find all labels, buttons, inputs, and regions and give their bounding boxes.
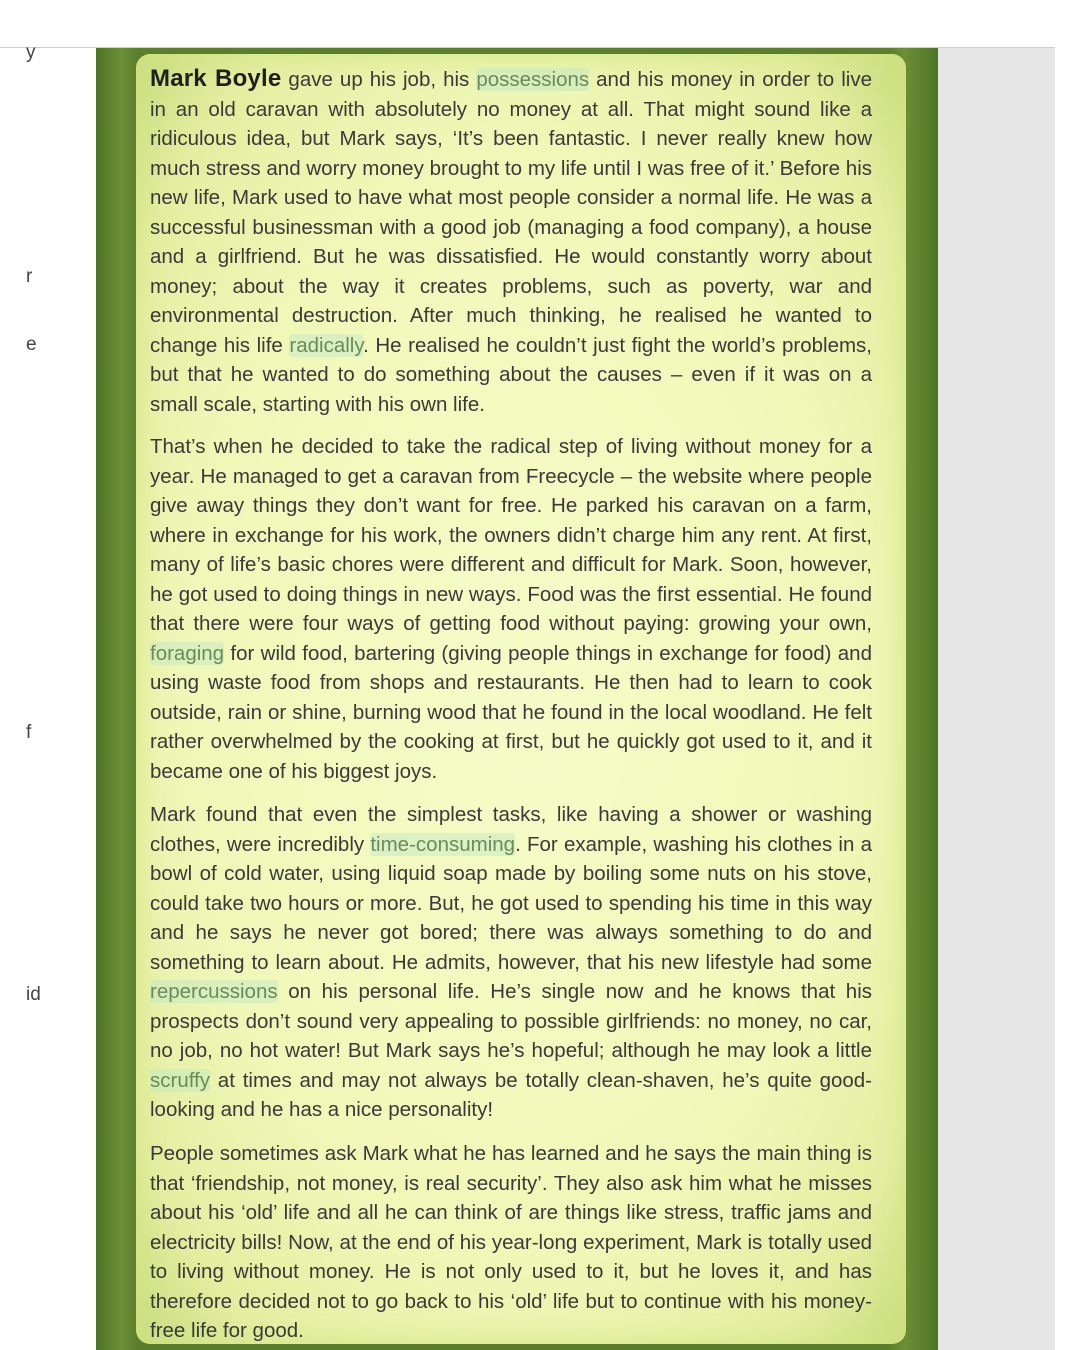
article-panel [136,54,906,1344]
vocab-highlight: radically [289,333,364,357]
vocab-highlight: foraging [150,641,225,665]
paragraph-1: Mark Boyle gave up his job, his possessions and his money in order to live in an old caravan with absolutely no money at all. That might sound like a ridiculous idea, but Mark says, ‘It’s been fantastic. I never really knew how much stress and worry money brought to my life until I was free of it.’ Before his new life, Mark used to have what most people consider a normal life. He was a successful businessman with a good job (managing a food company), a house and a girlfriend. But he was dissatisfied. He would constantly worry about money; about the way it creates problems, such as poverty, war and environmental destruction. After much thinking, he realised he wanted to change his life radically. He realised he couldn’t just fight the world’s problems, but that he wanted to do something about the causes – even if it was on a small scale, starting with his own life. [150,65,872,416]
vocab-highlight: repercussions [150,980,278,1003]
paragraph-4: People sometimes ask Mark what he has learned and he says the main thing is that ‘friendship, not money, is real security’. They also ask him what he misses about his ‘old’ life and all he can think of are things like stress, traffic jams and electricity bills! Now, at the end of his year-long experiment, Mark is totally used to living without money. He is not only used to it, but he loves it, and has therefore decided not to go back to his ‘old’ life but to continue with his money-free life for good. [150,1142,872,1342]
margin-fragment: r [26,266,33,287]
person-name: Mark Boyle [150,65,282,92]
margin-fragment: f [26,722,32,743]
margin-fragment: y [26,42,36,63]
paragraph-2: That’s when he decided to take the radical step of living without money for a year. He managed to get a caravan from Freecycle – the website where people give away things they don’t want for free. He parked his caravan on a farm, where in exchange for his work, the owners didn’t charge him any rent. At first, many of life’s basic chores were different and difficult for Mark. Soon, however, he got used to doing things in new ways. Food was the first essential. He found that there were four ways of getting food without paying: growing your own, foraging for wild food, bartering (giving people things in exchange for food) and using waste food from shops and restaurants. He then had to learn to cook outside, rain or shine, burning wood that he found in the local woodland. He felt rather overwhelmed by the cooking at first, but he quickly got used to it, and it became one of his biggest joys. [150,435,872,783]
right-gray-panel [938,48,1055,1350]
vocab-highlight: scruffy [150,1068,210,1092]
vocab-highlight: time-consuming [370,832,516,856]
paragraph-3: Mark found that even the simplest tasks, like having a shower or washing clothes, were incredibly time-consuming. For example, washing his clothes in a bowl of cold water, using liquid soap made by boiling some nuts on his stove, could take two hours or more. But, he got used to spending his time in this way and he says he never got bored; there was always something to do and something to learn about. He admits, however, that his new lifestyle had some repercussions on his personal life. He’s single now and he knows that his prospects don’t sound very appealing to possible girlfriends: no money, no car, no job, no hot water! But Mark says he’s hopeful; although he may look a little scruffy at times and may not always be totally clean-shaven, he’s quite good-looking and he has a nice personality! [150,803,872,1121]
margin-fragment: e [26,334,37,355]
top-blank-strip [0,0,1080,48]
right-edge [1055,0,1080,1350]
vocab-highlight: possessions [476,68,590,91]
scanned-page [96,48,938,1350]
left-margin [0,42,96,1350]
margin-fragment: id [26,984,41,1005]
